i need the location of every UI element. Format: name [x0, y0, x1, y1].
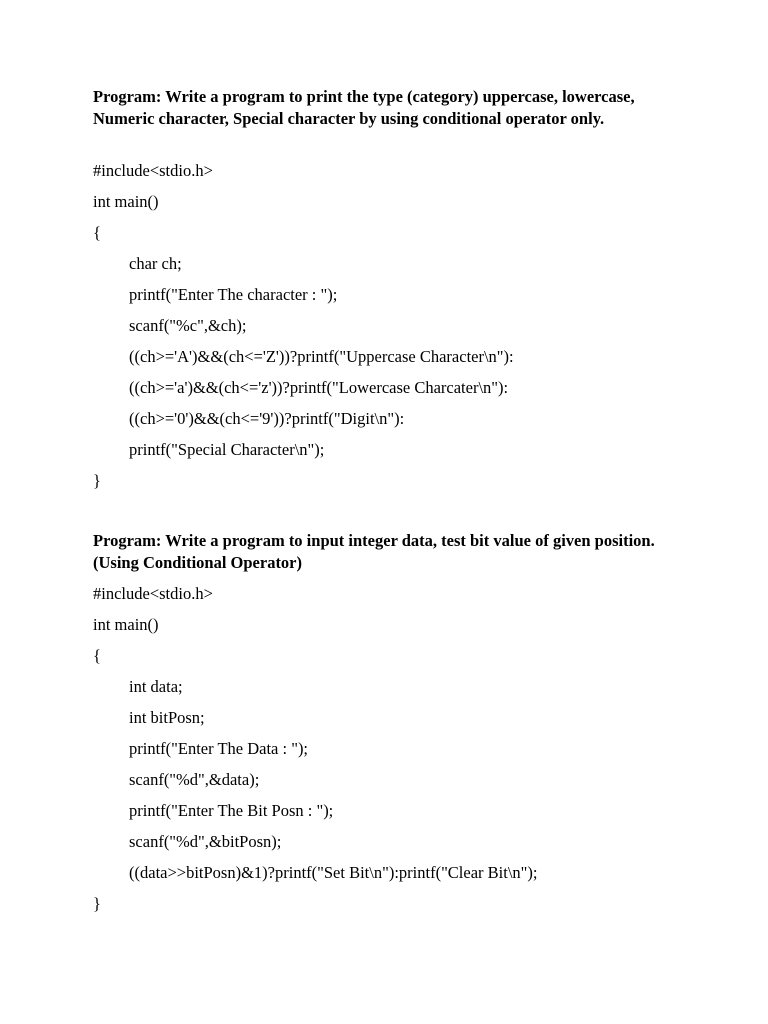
code-line-main: int main() — [93, 192, 159, 211]
code-line-printf-prompt: printf("Enter The character : "); — [129, 285, 338, 304]
code-line-open-brace: { — [93, 646, 101, 665]
code-line-declare: char ch; — [129, 254, 182, 273]
code-line-close-brace: } — [93, 894, 101, 913]
code-line-digit: ((ch>='0')&&(ch<='9'))?printf("Digit\n"): — [129, 409, 405, 428]
code-line-declare-bitposn: int bitPosn; — [129, 708, 205, 727]
code-line-include: #include<stdio.h> — [93, 584, 213, 603]
code-line-scanf-data: scanf("%d",&data); — [129, 770, 260, 789]
code-line-include: #include<stdio.h> — [93, 161, 213, 180]
code-line-uppercase: ((ch>='A')&&(ch<='Z'))?printf("Uppercase Character\n"): — [129, 347, 514, 366]
code-line-open-brace: { — [93, 223, 101, 242]
code-line-lowercase: ((ch>='a')&&(ch<='z'))?printf("Lowercase Charcater\n"): — [129, 378, 509, 397]
code-line-printf-data: printf("Enter The Data : "); — [129, 739, 309, 758]
program-1-heading: Program: Write a program to print the type (category) uppercase, lowercase, Numeric character, Special character by using conditional operator only. — [93, 87, 635, 128]
code-line-scanf-bitposn: scanf("%d",&bitPosn); — [129, 832, 282, 851]
code-line-close-brace: } — [93, 471, 101, 490]
code-line-conditional: ((data>>bitPosn)&1)?printf("Set Bit\n"):printf("Clear Bit\n"); — [129, 863, 538, 882]
code-line-main: int main() — [93, 615, 159, 634]
code-line-printf-bitposn: printf("Enter The Bit Posn : "); — [129, 801, 334, 820]
code-line-scanf: scanf("%c",&ch); — [129, 316, 247, 335]
code-line-declare-data: int data; — [129, 677, 183, 696]
program-2-heading: Program: Write a program to input integer data, test bit value of given position. (Using Conditional Operator) — [93, 531, 655, 572]
code-line-special: printf("Special Character\n"); — [129, 440, 325, 459]
